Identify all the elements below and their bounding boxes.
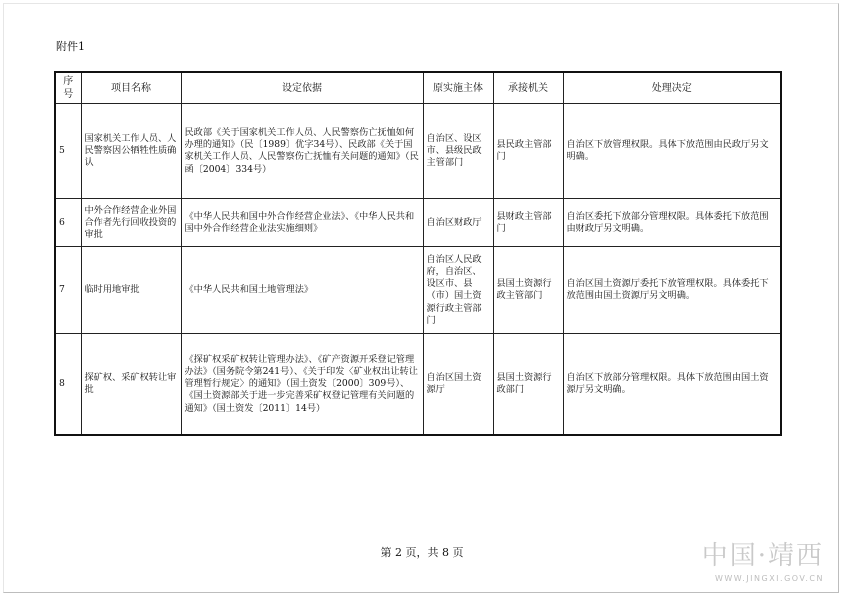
row-original-implementer: 自治区国土资源厅 bbox=[423, 334, 493, 436]
row-legal-basis: 《探矿权采矿权转让管理办法》、《矿产资源开采登记管理办法》（国务院令第241号）、《关于印发〈矿业权出让转让管理暂行规定〉的通知》（国土资发〔2000〕309号）、《国土资源部关于进一步完善采矿权登记管理有关问题的通知》（国土资发〔2011〕14号） bbox=[181, 334, 423, 436]
table-row bbox=[55, 247, 781, 334]
row-original-implementer: 自治区、设区市、县级民政主管部门 bbox=[423, 104, 493, 199]
header-legal-basis: 设定依据 bbox=[181, 72, 423, 104]
table-row bbox=[55, 334, 781, 436]
row-seq: 5 bbox=[55, 104, 81, 199]
header-seq: 序号 bbox=[55, 72, 81, 104]
row-undertaking-agency: 县国土资源行政主管部门 bbox=[493, 247, 563, 334]
row-seq: 8 bbox=[55, 334, 81, 436]
approval-items-table bbox=[54, 71, 782, 436]
row-legal-basis: 《中华人民共和国土地管理法》 bbox=[181, 247, 423, 334]
row-seq: 7 bbox=[55, 247, 81, 334]
row-seq: 6 bbox=[55, 199, 81, 247]
row-decision: 自治区委托下放部分管理权限。具体委托下放范围由财政厅另文明确。 bbox=[563, 199, 781, 247]
row-original-implementer: 自治区财政厅 bbox=[423, 199, 493, 247]
row-legal-basis: 《中华人民共和国中外合作经营企业法》、《中华人民共和国中外合作经营企业法实施细则》 bbox=[181, 199, 423, 247]
row-undertaking-agency: 县国土资源行政部门 bbox=[493, 334, 563, 436]
page-number: 第 2 页，共 8 页 bbox=[380, 546, 464, 559]
watermark-url: WWW.JINGXI.GOV.CN bbox=[714, 574, 824, 583]
table-header-row bbox=[55, 72, 781, 104]
row-item-name: 国家机关工作人员、人民警察因公牺牲性质确认 bbox=[81, 104, 181, 199]
row-item-name: 中外合作经营企业外国合作者先行回收投资的审批 bbox=[81, 199, 181, 247]
row-item-name: 探矿权、采矿权转让审批 bbox=[81, 334, 181, 436]
attachment-label: 附件1 bbox=[56, 40, 85, 53]
row-item-name: 临时用地审批 bbox=[81, 247, 181, 334]
site-watermark bbox=[702, 535, 824, 583]
row-decision: 自治区下放管理权限。具体下放范围由民政厅另文明确。 bbox=[563, 104, 781, 199]
header-item-name: 项目名称 bbox=[81, 72, 181, 104]
watermark-title: 中国·靖西 bbox=[701, 541, 824, 571]
row-decision: 自治区下放部分管理权限。具体下放范围由国土资源厅另文明确。 bbox=[563, 334, 781, 436]
row-legal-basis: 民政部《关于国家机关工作人员、人民警察伤亡抚恤如何办理的通知》（民〔1989〕优字34号）、民政部《关于国家机关工作人员、人民警察伤亡抚恤有关问题的通知》（民函〔2004〕334号） bbox=[181, 104, 423, 199]
row-decision: 自治区国土资源厅委托下放管理权限。具体委托下放范围由国土资源厅另文明确。 bbox=[563, 247, 781, 334]
header-decision: 处理决定 bbox=[563, 72, 781, 104]
row-original-implementer: 自治区人民政府，自治区、设区市、县（市）国土资源行政主管部门 bbox=[423, 247, 493, 334]
row-undertaking-agency: 县财政主管部门 bbox=[493, 199, 563, 247]
header-original-implementer: 原实施主体 bbox=[423, 72, 493, 104]
table-row bbox=[55, 104, 781, 199]
table-row bbox=[55, 199, 781, 247]
header-undertaking-agency: 承接机关 bbox=[493, 72, 563, 104]
row-undertaking-agency: 县民政主管部门 bbox=[493, 104, 563, 199]
